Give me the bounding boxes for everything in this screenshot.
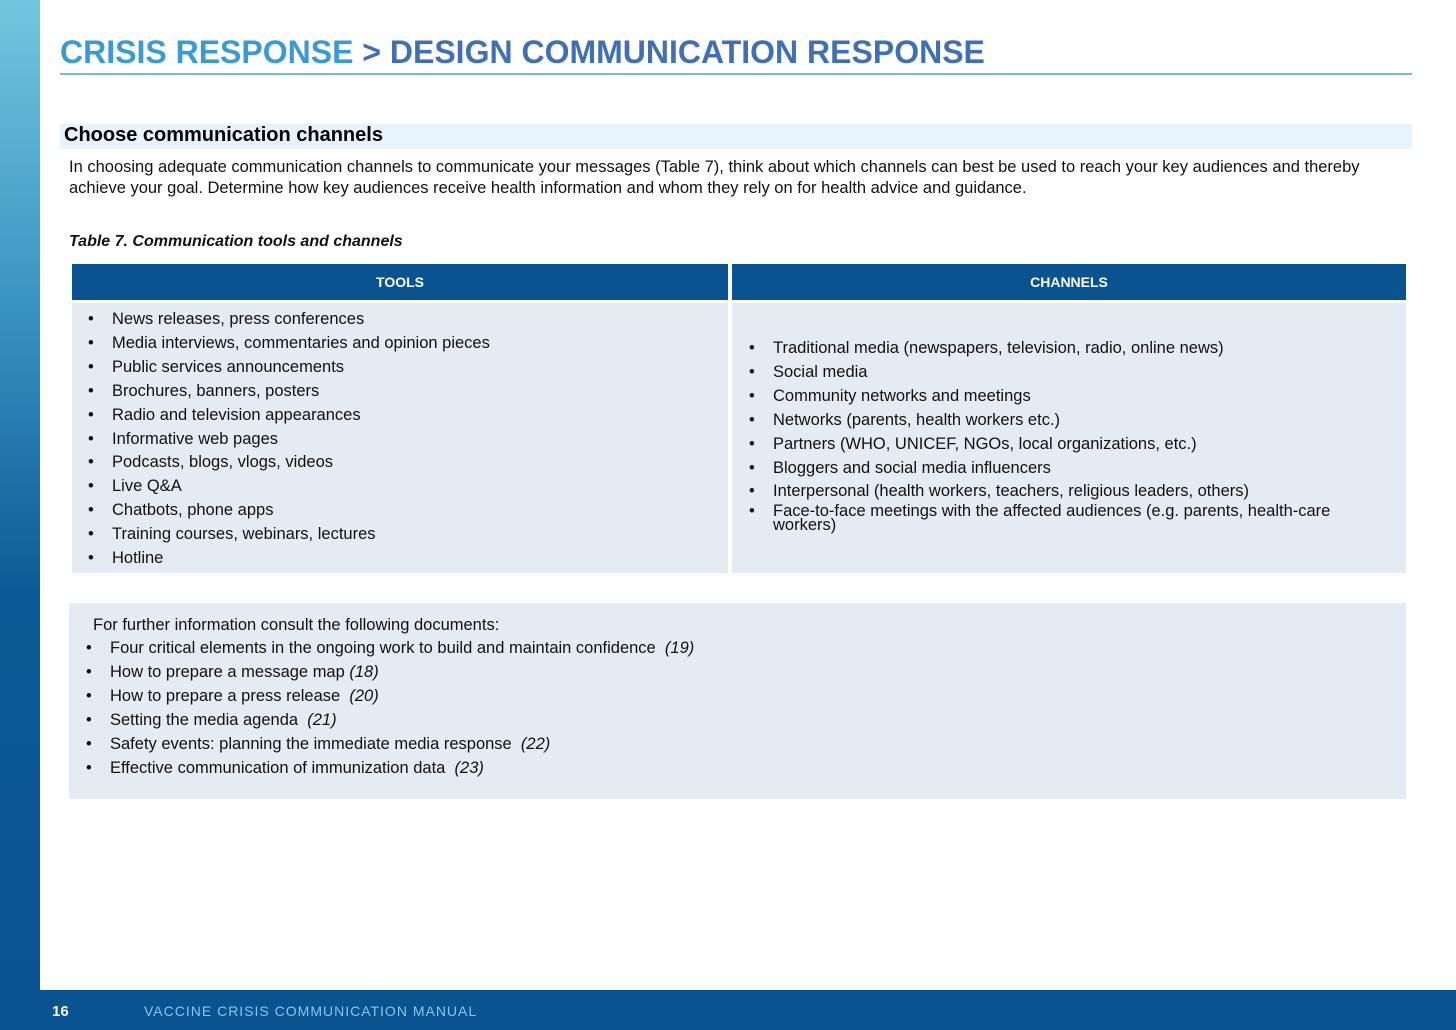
footer-title: VACCINE CRISIS COMMUNICATION MANUAL bbox=[144, 1003, 478, 1019]
tool-item: • Training courses, webinars, lectures bbox=[88, 523, 490, 547]
reference-item bbox=[86, 661, 694, 685]
reference-item bbox=[86, 733, 694, 757]
reference-title: Effective communication of immunization data bbox=[110, 758, 446, 777]
reference-title: How to prepare a press release bbox=[110, 686, 341, 705]
reference-number: (21) bbox=[307, 710, 337, 729]
side-accent-bar bbox=[0, 0, 40, 990]
tool-item: • Brochures, banners, posters bbox=[88, 380, 490, 404]
channel-item: • Partners (WHO, UNICEF, NGOs, local organizations, etc.) bbox=[749, 433, 1373, 457]
breadcrumb-separator: > bbox=[362, 34, 381, 70]
tool-item: • Hotline bbox=[88, 547, 490, 571]
channel-item: • Traditional media (newspapers, television, radio, online news) bbox=[749, 337, 1373, 361]
section-heading-band bbox=[60, 124, 1412, 149]
further-info-box bbox=[69, 603, 1406, 799]
tool-item: • News releases, press conferences bbox=[88, 308, 490, 332]
reference-number: (22) bbox=[520, 734, 551, 753]
reference-title: Safety events: planning the immediate media response bbox=[110, 734, 512, 753]
reference-title: How to prepare a message map bbox=[110, 662, 345, 681]
reference-title: Four critical elements in the ongoing work to build and maintain confidence bbox=[110, 639, 656, 657]
section-intro: In choosing adequate communication channels to communicate your messages (Table 7), think about which channels can best be used to reach your key audiences and thereby achieve your goal. Determine how key audiences receive health information and whom they rely on for health advice and guidance. bbox=[69, 158, 1360, 197]
reference-item bbox=[86, 685, 694, 709]
tool-item: • Podcasts, blogs, vlogs, videos bbox=[88, 451, 490, 475]
channel-item: • Face-to-face meetings with the affected audiences (e.g. parents, health-care workers) bbox=[749, 504, 1373, 532]
further-info-list bbox=[86, 637, 694, 780]
tool-item: • Media interviews, commentaries and opinion pieces bbox=[88, 332, 490, 356]
tool-item: • Public services announcements bbox=[88, 356, 490, 380]
tools-cell bbox=[72, 303, 728, 573]
channel-item: • Interpersonal (health workers, teachers, religious leaders, others) bbox=[749, 480, 1373, 504]
further-info-intro: For further information consult the following documents: bbox=[93, 616, 500, 634]
reference-number: (20) bbox=[349, 686, 379, 705]
reference-item bbox=[86, 709, 694, 733]
reference-title: Setting the media agenda bbox=[110, 710, 299, 729]
reference-item bbox=[86, 637, 694, 661]
tool-item: • Live Q&A bbox=[88, 475, 490, 499]
header-divider bbox=[60, 73, 1412, 75]
breadcrumb-section: CRISIS RESPONSE bbox=[60, 34, 354, 70]
tool-item: • Informative web pages bbox=[88, 428, 490, 452]
page-title bbox=[60, 34, 985, 71]
reference-number: (18) bbox=[349, 662, 379, 681]
section-heading: Choose communication channels bbox=[64, 124, 383, 146]
table-header-tools: TOOLS bbox=[72, 264, 728, 300]
channels-cell bbox=[732, 303, 1406, 573]
tools-list bbox=[88, 308, 490, 571]
channel-item: • Networks (parents, health workers etc.) bbox=[749, 409, 1373, 433]
channels-list bbox=[749, 337, 1373, 535]
table-caption: Table 7. Communication tools and channels bbox=[69, 233, 403, 250]
tool-item: • Radio and television appearances bbox=[88, 404, 490, 428]
page-number: 16 bbox=[52, 1003, 69, 1020]
reference-number: (23) bbox=[454, 758, 484, 777]
channel-item: • Community networks and meetings bbox=[749, 385, 1373, 409]
tool-item: • Chatbots, phone apps bbox=[88, 499, 490, 523]
reference-number: (19) bbox=[664, 639, 695, 657]
reference-item bbox=[86, 757, 694, 781]
channel-item: • Social media bbox=[749, 361, 1373, 385]
page-heading: DESIGN COMMUNICATION RESPONSE bbox=[389, 34, 985, 70]
table-header-channels: CHANNELS bbox=[732, 264, 1406, 300]
channel-item: • Bloggers and social media influencers bbox=[749, 457, 1373, 481]
